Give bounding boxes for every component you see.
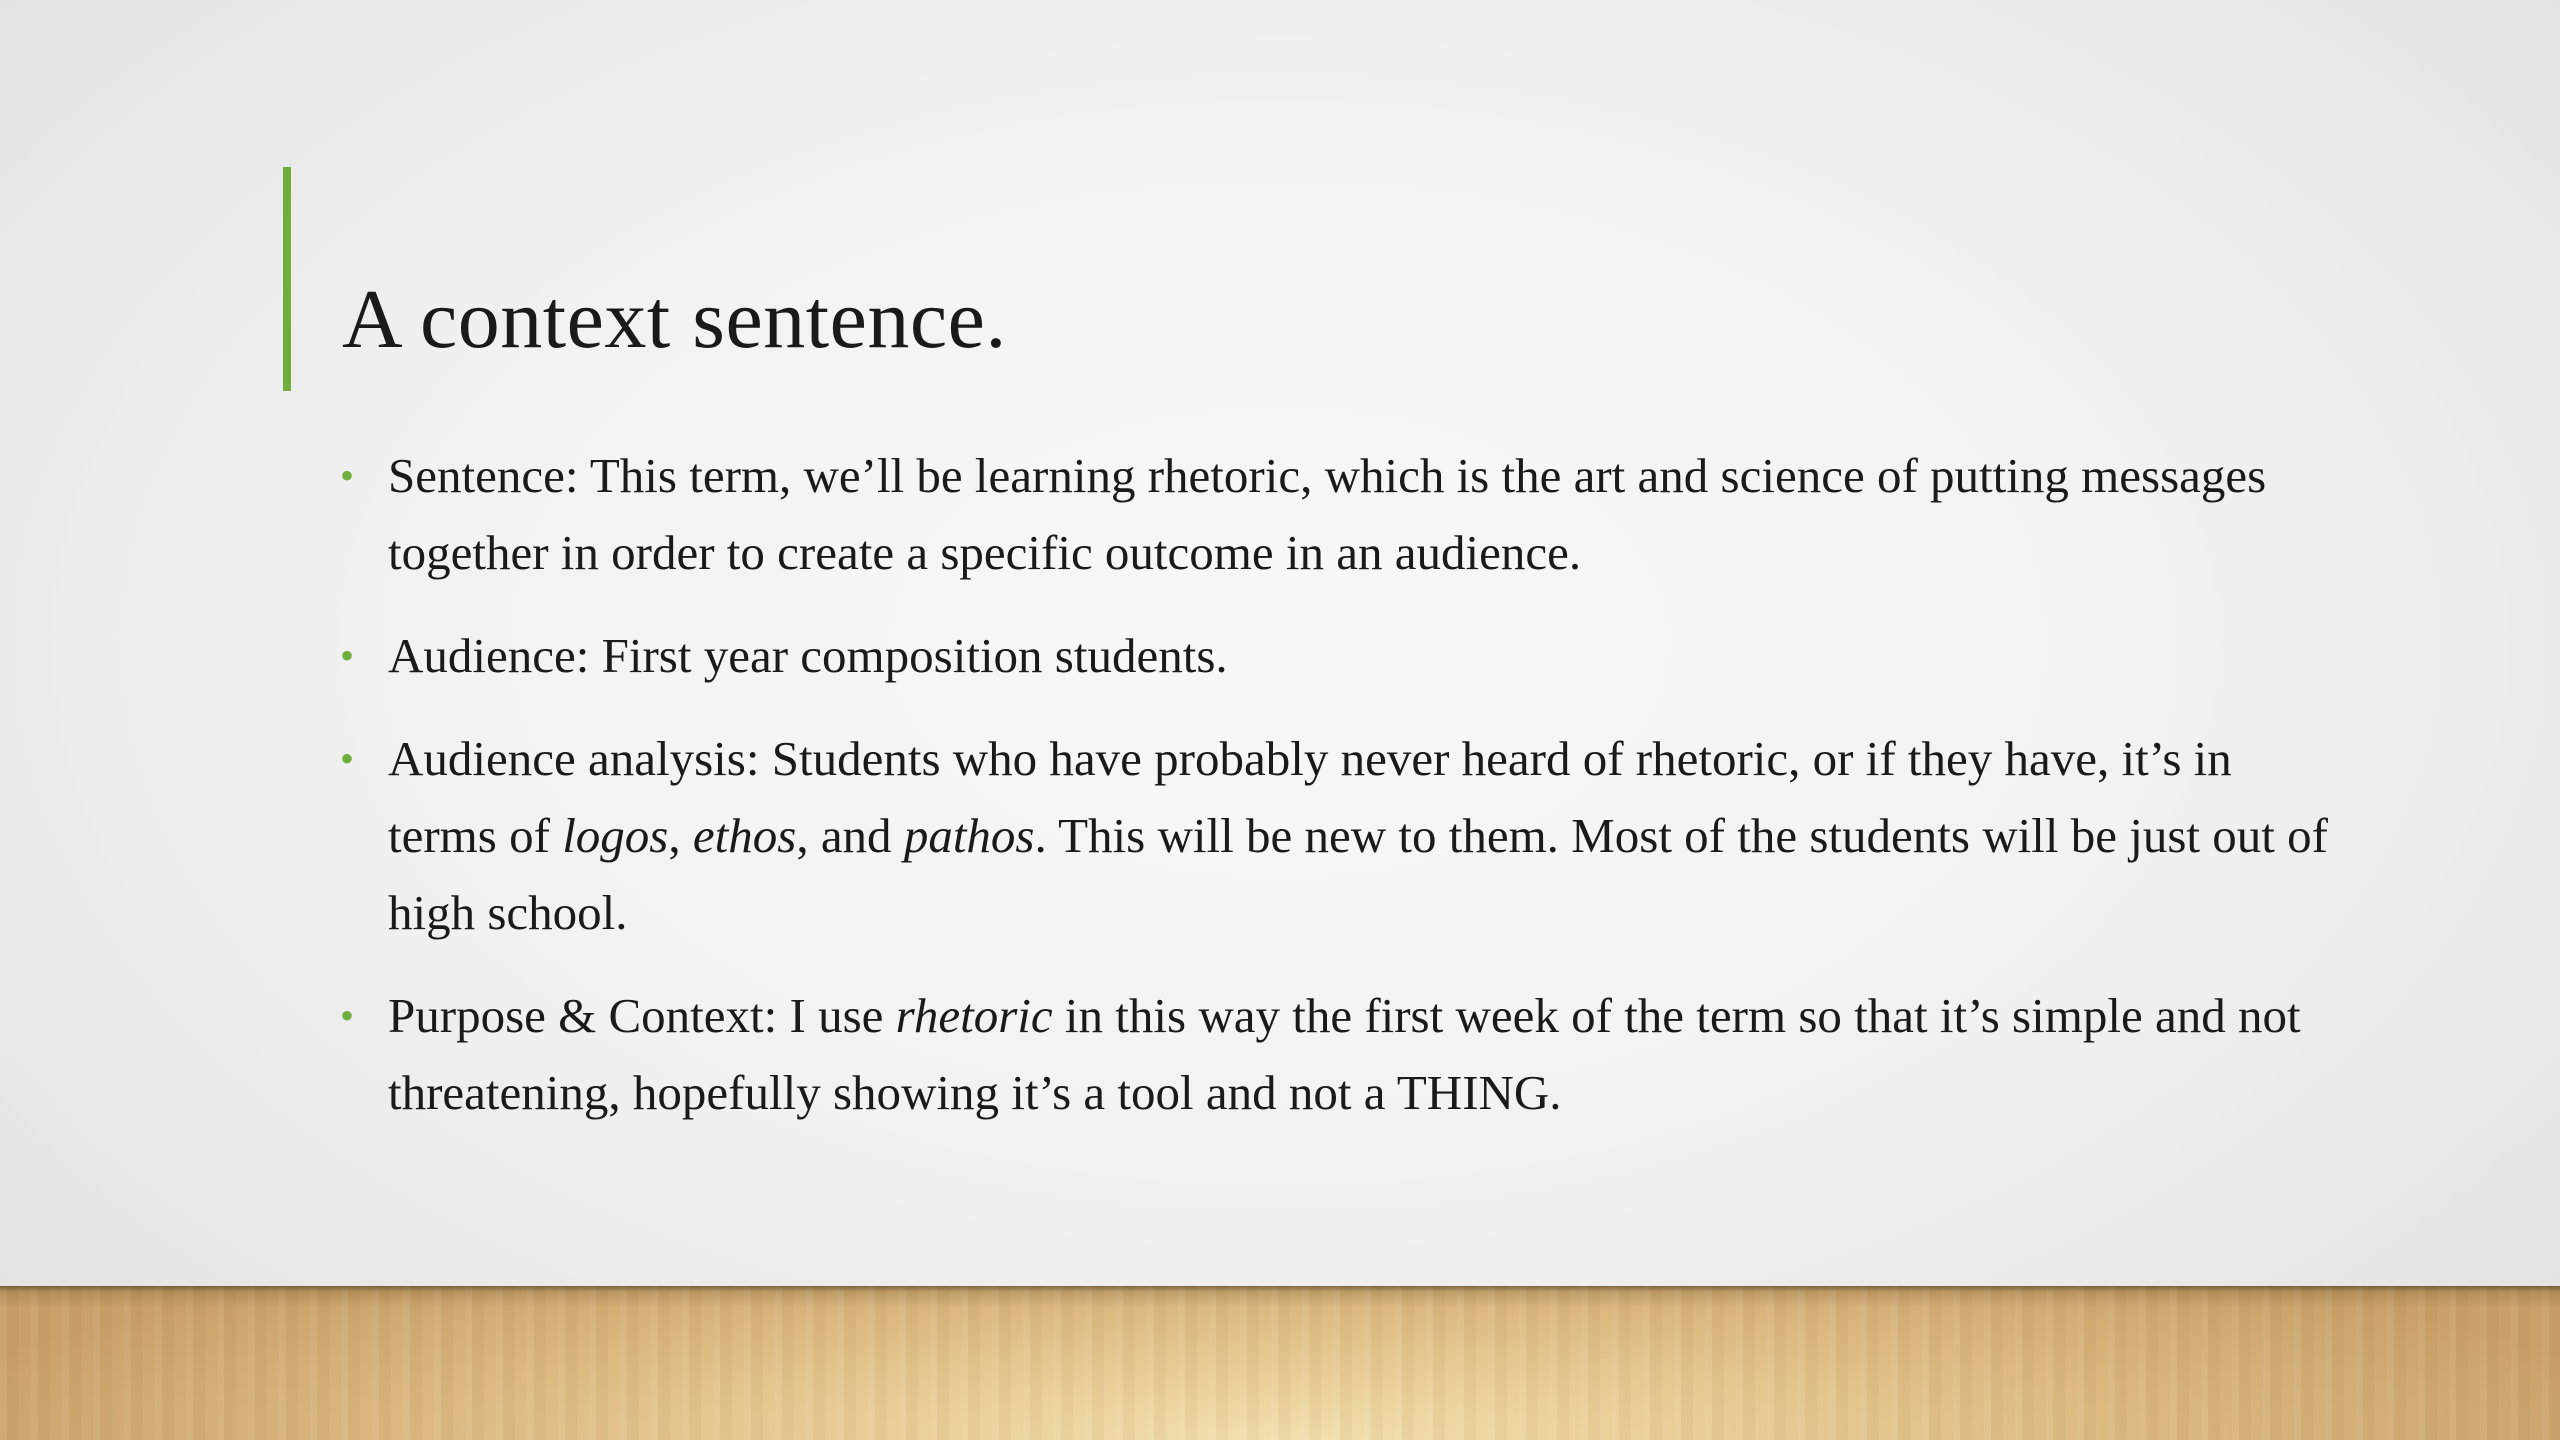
italic-term-rhetoric: rhetoric (895, 988, 1053, 1043)
italic-term-logos: logos (562, 808, 669, 863)
bullet-text: . This will be new to them. Most of the students will be just out of high school. (388, 808, 2328, 940)
bullet-dot-icon: • (340, 736, 355, 781)
bullet-item-audience-analysis (340, 720, 2328, 951)
slide-title: A context sentence. (342, 273, 1007, 366)
bullet-text: Audience: First year composition students. (388, 628, 1228, 683)
bullet-dot-icon: • (340, 993, 355, 1038)
bullet-text: in this way the first week of the term so that it’s simple and not threatening, hopefully showing it’s a tool and not a THING. (388, 988, 2301, 1120)
italic-term-ethos: ethos (692, 808, 797, 863)
bullet-item-audience (340, 617, 2328, 694)
bullet-item-purpose-context (340, 977, 2328, 1131)
bullet-text: , (668, 808, 693, 863)
bullet-text: Sentence: This term, we’ll be learning rhetoric, which is the art and science of putting messages together in order to create a specific outcome in an audience. (388, 448, 2267, 580)
bullet-dot-icon: • (340, 633, 355, 678)
bullet-dot-icon: • (340, 453, 355, 498)
bullet-text: Purpose & Context: I use (388, 988, 896, 1043)
italic-term-pathos: pathos (903, 808, 1035, 863)
bullet-list (340, 437, 2328, 1157)
bullet-text: Audience analysis: Students who have probably never heard of rhetoric, or if they have, it’s in terms of (388, 731, 2232, 863)
wood-floor-background (0, 1286, 2560, 1440)
bullet-item-sentence (340, 437, 2328, 591)
bullet-text: , and (796, 808, 904, 863)
title-accent-bar (283, 167, 291, 391)
